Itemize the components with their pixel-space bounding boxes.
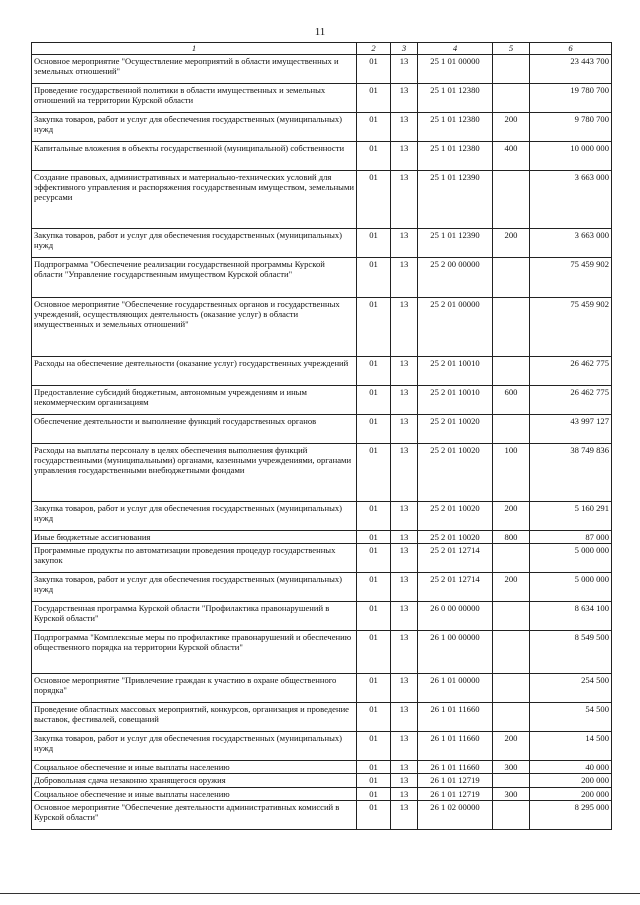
row-target-article: 25 2 01 10020: [418, 415, 493, 444]
row-section: 01: [357, 631, 391, 674]
row-subsection: 13: [391, 761, 418, 774]
row-target-article: 25 1 01 12390: [418, 229, 493, 258]
row-section: 01: [357, 502, 391, 531]
table-row: [32, 544, 612, 573]
table-row: [32, 761, 612, 774]
table-row: [32, 502, 612, 531]
row-target-article: 25 2 01 00000: [418, 298, 493, 357]
row-section: 01: [357, 171, 391, 229]
row-expense-type: 800: [493, 531, 530, 544]
table-row: [32, 800, 612, 829]
header-target-article: 4: [418, 43, 493, 55]
table-row: [32, 142, 612, 171]
row-subsection: 13: [391, 787, 418, 800]
row-expense-type: [493, 703, 530, 732]
row-expense-type: [493, 602, 530, 631]
row-section: 01: [357, 787, 391, 800]
row-amount: 19 780 700: [530, 84, 612, 113]
row-amount: 38 749 836: [530, 444, 612, 502]
table-row: [32, 573, 612, 602]
row-section: 01: [357, 229, 391, 258]
row-name: Иные бюджетные ассигнования: [32, 531, 357, 544]
row-name: Программные продукты по автоматизации проведения процедур государственных закупок: [32, 544, 357, 573]
table-row: [32, 415, 612, 444]
row-section: 01: [357, 800, 391, 829]
table-row: [32, 631, 612, 674]
row-subsection: 13: [391, 229, 418, 258]
row-expense-type: [493, 544, 530, 573]
row-expense-type: 300: [493, 787, 530, 800]
row-amount: 43 997 127: [530, 415, 612, 444]
row-name: Расходы на выплаты персоналу в целях обеспечения выполнения функций государственными (муниципальными) органами, казенными учреждениями, органами управления государственными внебюджетными фондами: [32, 444, 357, 502]
row-name: Закупка товаров, работ и услуг для обеспечения государственных (муниципальных) нужд: [32, 229, 357, 258]
table-body: [32, 55, 612, 830]
row-target-article: 25 2 01 12714: [418, 544, 493, 573]
budget-table: [31, 42, 612, 830]
row-amount: 54 500: [530, 703, 612, 732]
row-section: 01: [357, 774, 391, 787]
table-row: [32, 703, 612, 732]
table-row: [32, 258, 612, 298]
row-target-article: 26 1 00 00000: [418, 631, 493, 674]
row-subsection: 13: [391, 357, 418, 386]
row-expense-type: [493, 84, 530, 113]
table-row: [32, 732, 612, 761]
table-row: [32, 774, 612, 787]
row-amount: 26 462 775: [530, 357, 612, 386]
row-subsection: 13: [391, 774, 418, 787]
row-target-article: 26 1 01 11660: [418, 703, 493, 732]
row-subsection: 13: [391, 602, 418, 631]
bottom-rule: [0, 893, 640, 894]
row-subsection: 13: [391, 55, 418, 84]
row-target-article: 25 1 01 12380: [418, 113, 493, 142]
row-amount: 87 000: [530, 531, 612, 544]
row-target-article: 25 2 01 10020: [418, 502, 493, 531]
row-name: Создание правовых, административных и материально-технических условий для эффективного управления и распоряжения государственным имуществом, земельными ресурсами: [32, 171, 357, 229]
row-name: Социальное обеспечение и иные выплаты населению: [32, 761, 357, 774]
row-name: Основное мероприятие "Обеспечение государственных органов и государственных учреждений, осуществляющих деятельность (оказание услуг) в области имущественных и земельных отношений": [32, 298, 357, 357]
row-name: Проведение областных массовых мероприятий, конкурсов, организация и проведение выставок, фестивалей, совещаний: [32, 703, 357, 732]
header-name: 1: [32, 43, 357, 55]
row-expense-type: [493, 800, 530, 829]
row-subsection: 13: [391, 800, 418, 829]
row-expense-type: 400: [493, 142, 530, 171]
row-subsection: 13: [391, 674, 418, 703]
row-expense-type: 200: [493, 573, 530, 602]
row-target-article: 26 1 02 00000: [418, 800, 493, 829]
row-section: 01: [357, 444, 391, 502]
row-amount: 10 000 000: [530, 142, 612, 171]
row-subsection: 13: [391, 386, 418, 415]
row-target-article: 26 1 01 00000: [418, 674, 493, 703]
table-row: [32, 84, 612, 113]
row-amount: 5 000 000: [530, 544, 612, 573]
row-name: Закупка товаров, работ и услуг для обеспечения государственных (муниципальных) нужд: [32, 732, 357, 761]
row-section: 01: [357, 674, 391, 703]
row-name: Основное мероприятие "Осуществление мероприятий в области имущественных и земельных отношений": [32, 55, 357, 84]
row-target-article: 25 2 01 12714: [418, 573, 493, 602]
row-subsection: 13: [391, 573, 418, 602]
row-amount: 9 780 700: [530, 113, 612, 142]
row-target-article: 25 2 01 10010: [418, 386, 493, 415]
row-section: 01: [357, 357, 391, 386]
row-target-article: 26 1 01 11660: [418, 732, 493, 761]
row-amount: 5 160 291: [530, 502, 612, 531]
row-section: 01: [357, 544, 391, 573]
row-amount: 5 000 000: [530, 573, 612, 602]
row-target-article: 26 1 01 11660: [418, 761, 493, 774]
table-row: [32, 298, 612, 357]
row-amount: 26 462 775: [530, 386, 612, 415]
row-amount: 200 000: [530, 774, 612, 787]
table-row: [32, 171, 612, 229]
row-expense-type: 100: [493, 444, 530, 502]
header-expense-type: 5: [493, 43, 530, 55]
row-section: 01: [357, 703, 391, 732]
row-target-article: 25 1 01 12380: [418, 84, 493, 113]
row-section: 01: [357, 386, 391, 415]
row-name: Проведение государственной политики в области имущественных и земельных отношений на территории Курской области: [32, 84, 357, 113]
row-subsection: 13: [391, 531, 418, 544]
table-row: [32, 602, 612, 631]
row-name: Основное мероприятие "Обеспечение деятельности административных комиссий в Курской области": [32, 800, 357, 829]
table-row: [32, 444, 612, 502]
row-target-article: 26 0 00 00000: [418, 602, 493, 631]
row-section: 01: [357, 415, 391, 444]
row-expense-type: [493, 631, 530, 674]
row-amount: 75 459 902: [530, 298, 612, 357]
row-expense-type: [493, 258, 530, 298]
table-row: [32, 113, 612, 142]
row-subsection: 13: [391, 171, 418, 229]
row-target-article: 25 2 01 10020: [418, 444, 493, 502]
row-section: 01: [357, 113, 391, 142]
row-name: Подпрограмма "Обеспечение реализации государственной программы Курской области "Управление государственным имуществом Курской области": [32, 258, 357, 298]
table-row: [32, 55, 612, 84]
row-subsection: 13: [391, 502, 418, 531]
row-expense-type: 200: [493, 113, 530, 142]
row-amount: 23 443 700: [530, 55, 612, 84]
row-section: 01: [357, 84, 391, 113]
row-section: 01: [357, 732, 391, 761]
table-row: [32, 229, 612, 258]
row-name: Основное мероприятие "Привлечение граждан к участию в охране общественного порядка": [32, 674, 357, 703]
row-target-article: 26 1 01 12719: [418, 787, 493, 800]
row-expense-type: [493, 171, 530, 229]
row-subsection: 13: [391, 142, 418, 171]
row-target-article: 25 1 01 00000: [418, 55, 493, 84]
row-amount: 3 663 000: [530, 171, 612, 229]
row-target-article: 25 2 01 10020: [418, 531, 493, 544]
row-subsection: 13: [391, 444, 418, 502]
row-target-article: 25 2 00 00000: [418, 258, 493, 298]
row-section: 01: [357, 258, 391, 298]
row-expense-type: 200: [493, 732, 530, 761]
row-expense-type: [493, 55, 530, 84]
row-expense-type: [493, 415, 530, 444]
row-expense-type: 200: [493, 502, 530, 531]
row-expense-type: 200: [493, 229, 530, 258]
row-target-article: 25 1 01 12390: [418, 171, 493, 229]
table-row: [32, 386, 612, 415]
row-amount: 75 459 902: [530, 258, 612, 298]
row-expense-type: [493, 674, 530, 703]
row-section: 01: [357, 531, 391, 544]
row-name: Подпрограмма "Комплексные меры по профилактике правонарушений и обеспечению общественного порядка на территории Курской области": [32, 631, 357, 674]
row-section: 01: [357, 602, 391, 631]
row-expense-type: 600: [493, 386, 530, 415]
row-target-article: 25 1 01 12380: [418, 142, 493, 171]
row-name: Добровольная сдача незаконно хранящегося оружия: [32, 774, 357, 787]
row-name: Обеспечение деятельности и выполнение функций государственных органов: [32, 415, 357, 444]
row-name: Социальное обеспечение и иные выплаты населению: [32, 787, 357, 800]
row-amount: 8 295 000: [530, 800, 612, 829]
row-name: Государственная программа Курской области "Профилактика правонарушений в Курской области": [32, 602, 357, 631]
row-name: Предоставление субсидий бюджетным, автономным учреждениям и иным некоммерческим организациям: [32, 386, 357, 415]
row-section: 01: [357, 298, 391, 357]
header-amount: 6: [530, 43, 612, 55]
row-expense-type: [493, 357, 530, 386]
row-name: Закупка товаров, работ и услуг для обеспечения государственных (муниципальных) нужд: [32, 573, 357, 602]
row-name: Закупка товаров, работ и услуг для обеспечения государственных (муниципальных) нужд: [32, 113, 357, 142]
row-section: 01: [357, 761, 391, 774]
row-name: Капитальные вложения в объекты государственной (муниципальной) собственности: [32, 142, 357, 171]
row-amount: 8 634 100: [530, 602, 612, 631]
table-row: [32, 674, 612, 703]
row-expense-type: [493, 774, 530, 787]
row-subsection: 13: [391, 732, 418, 761]
header-subsection: 3: [391, 43, 418, 55]
row-target-article: 25 2 01 10010: [418, 357, 493, 386]
row-subsection: 13: [391, 298, 418, 357]
row-subsection: 13: [391, 544, 418, 573]
row-amount: 8 549 500: [530, 631, 612, 674]
row-expense-type: 300: [493, 761, 530, 774]
page-number: 11: [314, 26, 326, 38]
row-section: 01: [357, 142, 391, 171]
row-section: 01: [357, 55, 391, 84]
row-name: Закупка товаров, работ и услуг для обеспечения государственных (муниципальных) нужд: [32, 502, 357, 531]
row-amount: 200 000: [530, 787, 612, 800]
row-section: 01: [357, 573, 391, 602]
row-subsection: 13: [391, 258, 418, 298]
row-subsection: 13: [391, 631, 418, 674]
row-expense-type: [493, 298, 530, 357]
row-amount: 3 663 000: [530, 229, 612, 258]
row-name: Расходы на обеспечение деятельности (оказание услуг) государственных учреждений: [32, 357, 357, 386]
row-subsection: 13: [391, 113, 418, 142]
header-section: 2: [357, 43, 391, 55]
row-subsection: 13: [391, 84, 418, 113]
row-amount: 14 500: [530, 732, 612, 761]
row-amount: 40 000: [530, 761, 612, 774]
table-row: [32, 787, 612, 800]
table-row: [32, 531, 612, 544]
table-header-row: [32, 43, 612, 55]
row-target-article: 26 1 01 12719: [418, 774, 493, 787]
row-amount: 254 500: [530, 674, 612, 703]
table-row: [32, 357, 612, 386]
row-subsection: 13: [391, 703, 418, 732]
row-subsection: 13: [391, 415, 418, 444]
